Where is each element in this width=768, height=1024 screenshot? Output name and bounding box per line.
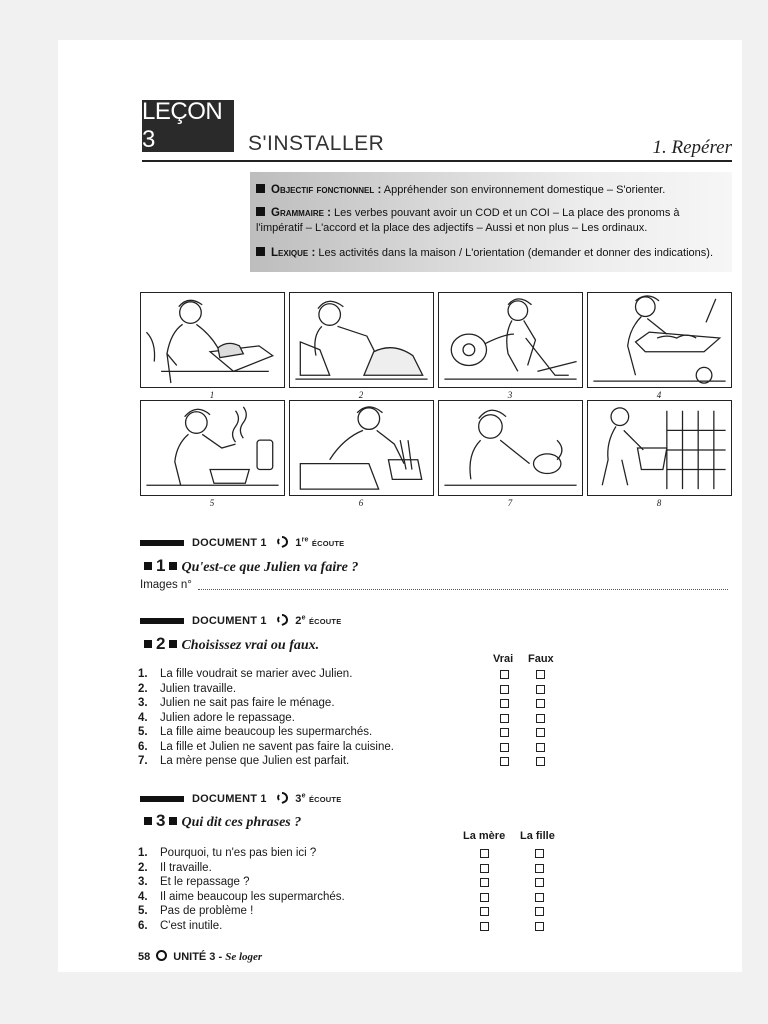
listen-icon [276, 536, 288, 548]
answer-checkbox-a[interactable] [500, 728, 509, 737]
answer-checkbox-a[interactable] [500, 670, 509, 679]
answer-checkbox-a[interactable] [480, 893, 489, 902]
bullet-square-icon [256, 247, 265, 256]
page-title: S'INSTALLER [248, 132, 385, 155]
item-text: Julien travaille. [160, 682, 237, 695]
bullet-circle-icon [156, 950, 167, 961]
list-item [138, 667, 578, 682]
answer-checkbox-b[interactable] [536, 685, 545, 694]
illustration-wheelbarrow [587, 292, 732, 388]
answer-checkbox-a[interactable] [500, 699, 509, 708]
item-number: 2. [138, 682, 148, 695]
item-text: C'est inutile. [160, 919, 223, 932]
answer-checkbox-b[interactable] [535, 849, 544, 858]
answer-checkbox-b[interactable] [536, 757, 545, 766]
answer-checkbox-b[interactable] [535, 878, 544, 887]
list-item [138, 711, 578, 726]
column-vrai: Vrai [493, 653, 514, 665]
item-number: 4. [138, 890, 148, 903]
list-item [138, 846, 578, 861]
objective-label: Objectif fonctionnel : [271, 184, 382, 196]
objective-lexicon [256, 246, 726, 261]
item-text: Pas de problème ! [160, 905, 254, 917]
answer-checkbox-a[interactable] [500, 714, 509, 723]
objective-functional [256, 183, 726, 198]
illustration-dishes [289, 400, 434, 496]
list-item [138, 919, 578, 934]
list-item [138, 682, 578, 697]
exercise1-answer-line[interactable] [198, 589, 728, 590]
image-number: 3 [507, 390, 513, 400]
image-number: 5 [209, 498, 215, 508]
objective-label: Lexique : [271, 247, 316, 259]
exercise3-question: 3 Qui dit ces phrases ? [140, 811, 301, 831]
item-number: 1. [138, 847, 148, 859]
exercise2-doc-line: DOCUMENT 1 2e ÉCOUTE [140, 614, 341, 627]
illustration-ironing [140, 292, 285, 388]
answer-checkbox-a[interactable] [500, 757, 509, 766]
illustration-laundry [289, 292, 434, 388]
list-item [138, 725, 578, 740]
objective-grammar [256, 206, 726, 236]
image-number: 6 [358, 498, 364, 508]
item-text: La fille voudrait se marier avec Julien. [160, 668, 353, 680]
list-item [138, 696, 578, 711]
answer-checkbox-b[interactable] [535, 922, 544, 931]
item-text: La fille aime beaucoup les supermarchés. [160, 726, 373, 738]
listen-icon [276, 614, 288, 626]
answer-checkbox-b[interactable] [536, 699, 545, 708]
item-number: 3. [138, 697, 148, 709]
image-number: 8 [656, 498, 662, 508]
item-number: 7. [138, 755, 148, 767]
image-number: 4 [656, 390, 662, 400]
column-la-fille: La fille [520, 830, 555, 842]
answer-checkbox-b[interactable] [536, 728, 545, 737]
page-subtitle: 1. Repérer [652, 137, 732, 158]
illustration-cooking [140, 400, 285, 496]
objective-text: Les activités dans la maison / L'orientation (demander et donner des indications). [318, 247, 714, 259]
answer-checkbox-b[interactable] [535, 907, 544, 916]
answer-checkbox-b[interactable] [536, 743, 545, 752]
column-faux: Faux [528, 653, 554, 665]
list-item [138, 861, 578, 876]
illustration-shopping [587, 400, 732, 496]
illustration-washing [438, 400, 583, 496]
unit-label: UNITÉ 3 - [173, 951, 223, 963]
objective-text: Appréhender son environnement domestique – S'orienter. [383, 184, 666, 196]
exercise1-answer-label: Images n° [140, 579, 192, 591]
answer-checkbox-a[interactable] [500, 743, 509, 752]
listen-icon [276, 792, 288, 804]
objective-label: Grammaire : [271, 207, 331, 219]
unit-title: Se loger [225, 951, 263, 963]
answer-checkbox-b[interactable] [536, 670, 545, 679]
item-number: 3. [138, 876, 148, 888]
item-text: Julien adore le repassage. [160, 711, 295, 724]
exercise1-question: 1 Qu'est-ce que Julien va faire ? [140, 556, 358, 576]
answer-checkbox-a[interactable] [480, 878, 489, 887]
item-number: 1. [138, 668, 148, 680]
list-item [138, 875, 578, 890]
answer-checkbox-b[interactable] [535, 864, 544, 873]
item-text: Et le repassage ? [160, 876, 250, 888]
answer-checkbox-a[interactable] [480, 864, 489, 873]
item-number: 5. [138, 726, 148, 738]
answer-checkbox-a[interactable] [480, 849, 489, 858]
answer-checkbox-b[interactable] [536, 714, 545, 723]
header-rule [142, 160, 732, 162]
answer-checkbox-b[interactable] [535, 893, 544, 902]
list-item [138, 904, 578, 919]
item-text: Il travaille. [160, 861, 212, 874]
answer-checkbox-a[interactable] [500, 685, 509, 694]
exercise3-doc-line: DOCUMENT 1 3e ÉCOUTE [140, 792, 341, 805]
item-text: Julien ne sait pas faire le ménage. [160, 697, 335, 709]
objective-text: Les verbes pouvant avoir un COD et un COI – La place des pronoms à l'impératif – L'accord et la place des adjectifs – Aussi et non plus – Les ordinaux. [256, 207, 680, 234]
item-number: 2. [138, 861, 148, 874]
image-number: 7 [507, 498, 513, 508]
page-number: 58 [138, 951, 151, 963]
exercise1-doc-line: DOCUMENT 1 1re ÉCOUTE [140, 536, 344, 549]
list-item [138, 740, 578, 755]
item-text: Il aime beaucoup les supermarchés. [160, 890, 345, 903]
answer-checkbox-a[interactable] [480, 907, 489, 916]
bullet-square-icon [256, 184, 265, 193]
illustration-vacuum [438, 292, 583, 388]
exercise2-question: 2 Choisissez vrai ou faux. [140, 634, 319, 654]
image-number: 1 [209, 390, 215, 400]
item-number: 5. [138, 905, 148, 917]
item-number: 6. [138, 740, 148, 753]
lecon-badge [142, 100, 234, 152]
image-number: 2 [358, 390, 364, 400]
answer-checkbox-a[interactable] [480, 922, 489, 931]
item-text: La fille et Julien ne savent pas faire la cuisine. [160, 740, 394, 753]
column-la-mere: La mère [463, 830, 506, 842]
page-footer [138, 950, 262, 963]
item-text: La mère pense que Julien est parfait. [160, 755, 350, 767]
item-number: 4. [138, 711, 148, 724]
item-number: 6. [138, 919, 148, 932]
list-item [138, 890, 578, 905]
bullet-square-icon [256, 207, 265, 216]
item-text: Pourquoi, tu n'es pas bien ici ? [160, 847, 317, 859]
list-item [138, 754, 578, 769]
lecon-label: LEÇON 3 [142, 98, 223, 153]
